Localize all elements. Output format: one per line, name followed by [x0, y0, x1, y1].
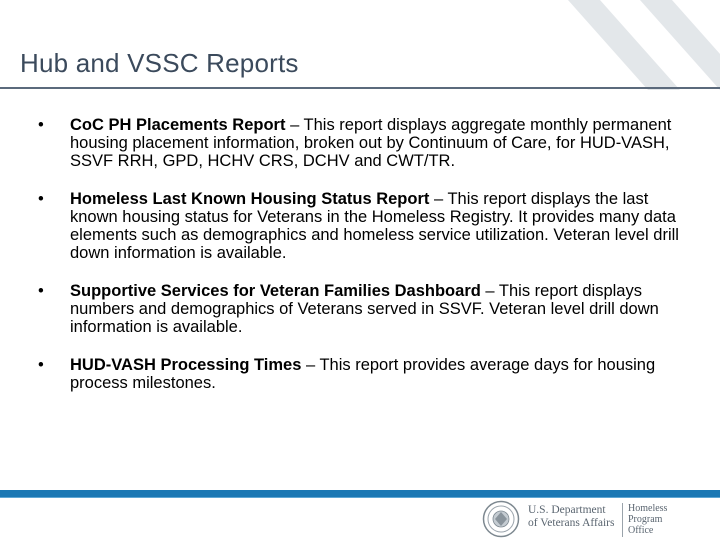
title-divider: [0, 87, 720, 89]
item-text: This report displays aggregate monthly permanent housing placement information, broken out by Continuum of Care, for HUD-VASH, SSVF RRH, GPD, HCHV CRS, DCHV and CWT/TR.: [70, 116, 672, 170]
item-separator: –: [290, 116, 300, 134]
dept-line-2: of Veterans Affairs: [528, 517, 615, 529]
dept-line-1: U.S. Department: [528, 504, 606, 516]
logo-separator: [622, 503, 623, 537]
program-line-2: Program: [628, 514, 663, 525]
bullet-icon: •: [38, 116, 44, 134]
item-text: This report provides average days for housing process milestones.: [70, 356, 656, 392]
program-line-3: Office: [628, 525, 654, 536]
list-item: [38, 190, 688, 262]
list-item: [38, 116, 688, 170]
report-list: [38, 116, 688, 412]
item-text: This report displays the last known housing status for Veterans in the Homeless Registry. It provides many data elements such as demographics and homeless service utilization. Veteran level drill down information is available.: [70, 190, 679, 262]
bullet-icon: •: [38, 190, 44, 208]
footer-accent-line: [0, 497, 720, 498]
item-text: This report displays numbers and demographics of Veterans served in SSVF. Veteran level drill down information is available.: [70, 282, 659, 336]
va-seal-icon: [482, 500, 520, 538]
item-heading: Supportive Services for Veteran Families Dashboard: [70, 282, 481, 300]
item-separator: –: [485, 282, 495, 300]
item-heading: CoC PH Placements Report: [70, 116, 286, 134]
item-separator: –: [433, 190, 444, 208]
homeless-program-office-text: [628, 503, 667, 536]
program-line-1: Homeless: [628, 503, 668, 514]
list-item: [38, 282, 688, 336]
corner-stripes-decoration: [560, 0, 720, 90]
footer-accent-bar: [0, 490, 720, 497]
list-item: [38, 356, 688, 392]
item-heading: Homeless Last Known Housing Status Report: [70, 190, 430, 208]
item-separator: –: [305, 356, 316, 374]
bullet-icon: •: [38, 356, 44, 374]
item-heading: HUD-VASH Processing Times: [70, 356, 302, 374]
va-department-logo-text: [528, 504, 614, 530]
bullet-icon: •: [38, 282, 44, 300]
page-title: Hub and VSSC Reports: [20, 48, 299, 78]
